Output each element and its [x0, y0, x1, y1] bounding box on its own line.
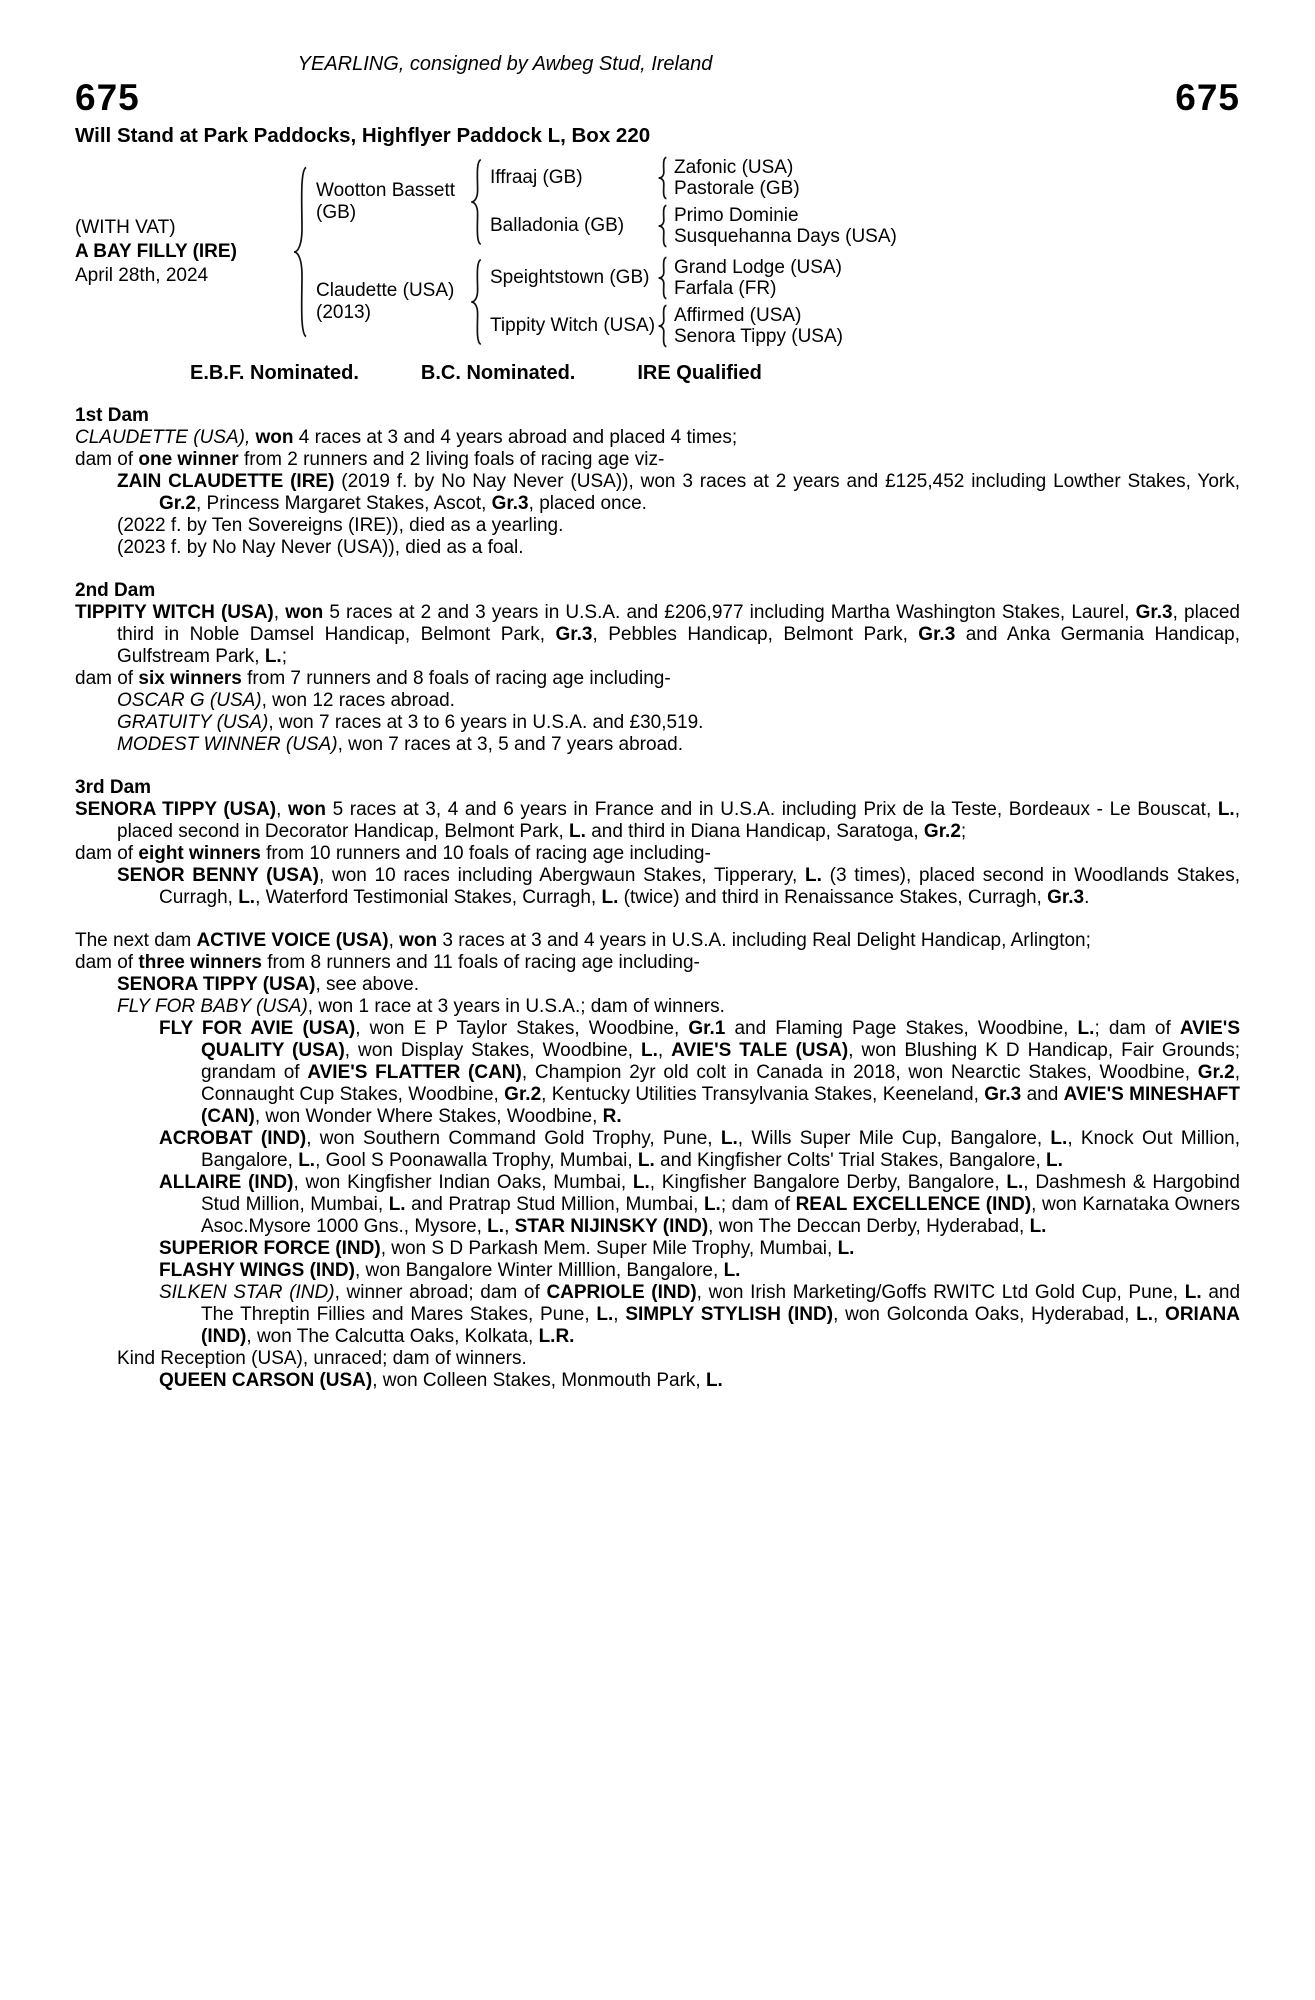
text-segment: three winners — [138, 952, 262, 973]
text-segment: , won 12 races abroad. — [261, 690, 455, 711]
text-segment: L. — [632, 1172, 650, 1193]
text-segment: TIPPITY WITCH (USA) — [75, 602, 274, 623]
text-segment: OSCAR G (USA) — [117, 690, 262, 711]
text-segment: SENORA TIPPY (USA) — [75, 799, 277, 820]
granddam-name: Balladonia (GB) — [490, 215, 625, 236]
text-segment: , placed second in Decorator Handicap, Belmont Park, — [117, 799, 1240, 842]
nominations-row — [75, 362, 1240, 384]
text-segment: , placed once. — [528, 493, 647, 514]
text-segment: , winner abroad; dam of — [334, 1282, 547, 1303]
grandsire-name: Speightstown (GB) — [490, 267, 650, 288]
great-grandparents — [674, 305, 912, 347]
text-segment: ; — [281, 646, 287, 667]
dam-branch — [310, 256, 912, 348]
text-segment: , — [276, 799, 289, 820]
granddam-branch — [484, 204, 912, 248]
pedigree-brace-icon — [656, 204, 669, 248]
text-segment: Gr.3 — [1135, 602, 1173, 623]
great-grandparents — [674, 205, 912, 247]
catalogue-paragraph — [75, 1172, 1240, 1238]
text-segment: 4 races at 3 and 4 years abroad and placed 4 times; — [293, 427, 738, 448]
lot-number-left: 675 — [75, 77, 140, 118]
grandsire-branch — [484, 156, 912, 200]
text-segment: Gr.2 — [1197, 1062, 1235, 1083]
text-segment: L. — [1184, 1282, 1202, 1303]
catalogue-paragraph — [75, 427, 1240, 449]
stand-location-line: Will Stand at Park Paddocks, Highflyer Paddock L, Box 220 — [75, 124, 651, 147]
text-segment: R. — [602, 1106, 622, 1127]
catalogue-paragraph — [75, 712, 1240, 734]
text-segment: ; — [960, 821, 967, 842]
text-segment: and Flaming Page Stakes, Woodbine, — [725, 1018, 1078, 1039]
text-segment: L. — [487, 1216, 505, 1237]
text-segment: ALLAIRE (IND) — [159, 1172, 294, 1193]
catalogue-paragraph — [75, 690, 1240, 712]
pedigree-brace-icon — [656, 156, 669, 200]
text-segment: , Wills Super Mile Cup, Bangalore, — [737, 1128, 1051, 1149]
text-segment: L. — [1046, 1150, 1063, 1171]
text-segment: , won S D Parkash Mem. Super Mile Trophy, Mumbai, — [380, 1238, 838, 1259]
text-segment: MODEST WINNER (USA) — [117, 734, 338, 755]
text-segment: L. — [238, 887, 256, 908]
text-segment: (2023 f. by No Nay Never (USA)), died as a foal. — [117, 537, 524, 558]
text-segment: AVIE'S TALE (USA) — [671, 1040, 849, 1061]
text-segment: dam of — [75, 843, 139, 864]
text-segment: , won The Deccan Derby, Hyderabad, — [708, 1216, 1030, 1237]
pedigree-table — [75, 156, 1240, 348]
great-grandparents — [674, 157, 912, 199]
text-segment: , won Blushing K D Handicap, Fair Grounds; grandam of — [201, 1040, 1240, 1083]
text-segment: from 2 runners and 2 living foals of racing age viz- — [238, 449, 665, 470]
lot-number-row — [75, 78, 1240, 118]
text-segment: from 7 runners and 8 foals of racing age including- — [241, 668, 671, 689]
text-segment: SENORA TIPPY (USA) — [117, 974, 316, 995]
great-grandsire-name: Affirmed (USA) — [674, 305, 802, 326]
text-segment: , — [657, 1040, 672, 1061]
text-segment: FLY FOR BABY (USA) — [117, 996, 308, 1017]
pedigree-brace-icon — [468, 157, 484, 247]
text-segment: (twice) and third in Renaissance Stakes, Curragh, — [618, 887, 1048, 908]
catalogue-paragraph — [75, 865, 1240, 909]
pedigree-text-section — [75, 777, 1240, 909]
text-segment: and third in Diana Handicap, Saratoga, — [585, 821, 924, 842]
text-segment: , won Karnataka Owners Asoc.Mysore 1000 Gns., Mysore, — [201, 1194, 1241, 1237]
text-segment: AVIE'S MINESHAFT (CAN) — [201, 1084, 1240, 1127]
text-segment: , — [388, 930, 400, 951]
text-segment: (3 times), placed second in Woodlands Stakes, Curragh, — [159, 865, 1241, 908]
text-segment: , — [613, 1304, 626, 1325]
text-segment: , — [504, 1216, 515, 1237]
text-segment: L. — [1136, 1304, 1154, 1325]
text-segment: L. — [298, 1150, 316, 1171]
catalogue-paragraph — [75, 799, 1240, 843]
text-segment: L. — [837, 1238, 855, 1259]
text-segment: ; dam of — [720, 1194, 796, 1215]
granddam-branch — [484, 304, 912, 348]
text-segment: , Pebbles Handicap, Belmont Park, — [592, 624, 919, 645]
text-segment: and Kingfisher Colts' Trial Stakes, Bangalore, — [654, 1150, 1046, 1171]
catalogue-paragraph — [75, 668, 1240, 690]
text-segment: , won The Calcutta Oaks, Kolkata, — [246, 1326, 539, 1347]
text-segment: 3 races at 3 and 4 years in U.S.A. including Real Delight Handicap, Arlington; — [437, 930, 1091, 951]
text-segment: , Kingfisher Bangalore Derby, Bangalore, — [649, 1172, 1007, 1193]
text-segment: from 8 runners and 11 foals of racing age including- — [261, 952, 700, 973]
text-segment: FLASHY WINGS (IND) — [159, 1260, 355, 1281]
text-segment: SIMPLY STYLISH (IND) — [625, 1304, 834, 1325]
text-segment: , won 7 races at 3 to 6 years in U.S.A. and £30,519. — [268, 712, 704, 733]
text-segment: , won Southern Command Gold Trophy, Pune, — [306, 1128, 721, 1149]
text-segment: , Waterford Testimonial Stakes, Curragh, — [255, 887, 602, 908]
text-segment: , Dashmesh & Hargobind Stud Million, Mumbai, — [201, 1172, 1240, 1215]
text-segment: , won Kingfisher Indian Oaks, Mumbai, — [293, 1172, 633, 1193]
text-segment: L. — [1217, 799, 1235, 820]
text-segment: 5 races at 3, 4 and 6 years in France and in U.S.A. including Prix de la Teste, Bordeaux - Le Bouscat, — [326, 799, 1218, 820]
catalogue-paragraph — [75, 1238, 1240, 1260]
text-segment: , — [1153, 1304, 1166, 1325]
catalogue-paragraph — [75, 1348, 1240, 1370]
text-segment: , won Irish Marketing/Goffs RWITC Ltd Gold Cup, Pune, — [696, 1282, 1185, 1303]
text-segment: AVIE'S QUALITY (USA) — [201, 1018, 1240, 1061]
catalogue-sections — [75, 405, 1240, 1392]
text-segment: (2019 f. by No Nay Never (USA)), won 3 races at 2 years and £125,452 including Lowther Stakes, York, — [334, 471, 1240, 492]
text-segment: , Knock Out Million, Bangalore, — [201, 1128, 1240, 1171]
great-grandsire-name: Zafonic (USA) — [674, 157, 794, 178]
text-segment: one winner — [138, 449, 239, 470]
pedigree-text-section — [75, 930, 1240, 1392]
text-segment: . — [1084, 887, 1090, 908]
catalogue-paragraph — [75, 1260, 1240, 1282]
text-segment: and — [1021, 1084, 1064, 1105]
text-segment: Gr.3 — [555, 624, 593, 645]
catalogue-paragraph — [75, 515, 1240, 537]
catalogue-paragraph — [75, 1370, 1240, 1392]
catalogue-paragraph — [75, 930, 1240, 952]
ebf-nominated-label: E.B.F. Nominated. — [190, 362, 359, 384]
sire-branch — [310, 156, 912, 248]
text-segment: and Pratrap Stud Million, Mumbai, — [405, 1194, 704, 1215]
text-segment: SENOR BENNY (USA) — [117, 865, 319, 886]
catalogue-paragraph — [75, 843, 1240, 865]
text-segment: Gr.3 — [491, 493, 529, 514]
section-heading: 3rd Dam — [75, 777, 152, 798]
sire-name: Wootton Bassett (GB) — [316, 180, 456, 223]
text-segment: , won 10 races including Abergwaun Stakes, Tipperary, — [318, 865, 806, 886]
catalogue-paragraph — [75, 996, 1240, 1018]
text-segment: Gr.2 — [504, 1084, 542, 1105]
text-segment: L. — [705, 1370, 723, 1391]
text-segment: L. — [1077, 1018, 1095, 1039]
text-segment: L. — [596, 1304, 614, 1325]
text-segment: L. — [569, 821, 586, 842]
text-segment: ORIANA (IND) — [201, 1304, 1240, 1347]
great-grandparents — [674, 257, 912, 299]
text-segment: won — [285, 602, 324, 623]
catalogue-paragraph — [75, 471, 1240, 515]
text-segment: , won Golconda Oaks, Hyderabad, — [833, 1304, 1137, 1325]
text-segment: , won Colleen Stakes, Monmouth Park, — [372, 1370, 706, 1391]
text-segment: , Kentucky Utilities Transylvania Stakes, Keeneland, — [541, 1084, 985, 1105]
text-segment: Gr.3 — [918, 624, 956, 645]
foal-date: April 28th, 2024 — [75, 265, 209, 286]
text-segment: L. — [637, 1150, 655, 1171]
text-segment: SUPERIOR FORCE (IND) — [159, 1238, 381, 1259]
great-grandsire-name: Grand Lodge (USA) — [674, 257, 842, 278]
text-segment: , Champion 2yr old colt in Canada in 2018, won Nearctic Stakes, Woodbine, — [521, 1062, 1198, 1083]
text-segment: L. — [264, 646, 282, 667]
great-granddam-name: Susquehanna Days (USA) — [674, 226, 897, 247]
catalogue-paragraph — [75, 734, 1240, 756]
text-segment: (2022 f. by Ten Sovereigns (IRE)), died as a yearling. — [117, 515, 564, 536]
text-segment: dam of — [75, 668, 139, 689]
pedigree-text-section — [75, 580, 1240, 756]
great-granddam-name: Senora Tippy (USA) — [674, 326, 843, 347]
text-segment: ; dam of — [1094, 1018, 1180, 1039]
text-segment: , won 7 races at 3, 5 and 7 years abroad. — [337, 734, 683, 755]
text-segment: L. — [720, 1128, 738, 1149]
pedigree-brace-icon — [468, 257, 484, 347]
catalogue-paragraph — [75, 974, 1240, 996]
catalogue-paragraph — [75, 1018, 1240, 1128]
text-segment: L. — [703, 1194, 721, 1215]
pedigree-brace-icon — [656, 304, 669, 348]
catalogue-paragraph — [75, 537, 1240, 559]
text-segment: Gr.2 — [923, 821, 961, 842]
great-grandsire-name: Primo Dominie — [674, 205, 799, 226]
text-segment: ZAIN CLAUDETTE (IRE) — [117, 471, 335, 492]
text-segment: won — [255, 427, 294, 448]
text-segment: , see above. — [315, 974, 420, 995]
text-segment: FLY FOR AVIE (USA) — [159, 1018, 356, 1039]
text-segment: , placed third in Noble Damsel Handicap, Belmont Park, — [117, 602, 1240, 645]
text-segment: , won Bangalore Winter Milllion, Bangalore, — [354, 1260, 724, 1281]
catalogue-paragraph — [75, 952, 1240, 974]
text-segment: L. — [388, 1194, 406, 1215]
text-segment: Kind Reception (USA), unraced; dam of winners. — [117, 1348, 527, 1369]
text-segment: eight winners — [138, 843, 261, 864]
great-granddam-name: Pastorale (GB) — [674, 178, 800, 199]
section-heading: 1st Dam — [75, 405, 149, 426]
text-segment: SILKEN STAR (IND) — [159, 1282, 335, 1303]
text-segment: L. — [1006, 1172, 1024, 1193]
catalogue-paragraph — [75, 449, 1240, 471]
text-segment: , Connaught Cup Stakes, Woodbine, — [201, 1062, 1240, 1105]
bc-nominated-label: B.C. Nominated. — [420, 362, 576, 384]
text-segment: , won Wonder Where Stakes, Woodbine, — [254, 1106, 603, 1127]
text-segment: Gr.3 — [1047, 887, 1085, 908]
text-segment: , won E P Taylor Stakes, Woodbine, — [355, 1018, 689, 1039]
text-segment: six winners — [138, 668, 242, 689]
text-segment: L. — [1050, 1128, 1068, 1149]
text-segment: , Princess Margaret Stakes, Ascot, — [195, 493, 492, 514]
consignor-line: YEARLING, consigned by Awbeg Stud, Ireland — [297, 53, 713, 75]
text-segment: dam of — [75, 952, 139, 973]
text-segment: L. — [601, 887, 619, 908]
text-segment: won — [399, 930, 438, 951]
lot-number-right: 675 — [1175, 77, 1240, 118]
text-segment: L. — [641, 1040, 658, 1061]
ire-qualified-label: IRE Qualified — [637, 362, 762, 384]
text-segment: Gr.3 — [984, 1084, 1022, 1105]
catalogue-paragraph — [75, 1282, 1240, 1348]
text-segment: Gr.1 — [688, 1018, 726, 1039]
grandsire-branch — [484, 256, 912, 300]
text-segment: ACROBAT (IND) — [159, 1128, 307, 1149]
filly-info — [75, 216, 290, 288]
text-segment: dam of — [75, 449, 139, 470]
pedigree-text-section — [75, 405, 1240, 559]
text-segment: L. — [805, 865, 822, 886]
text-segment: L. — [1029, 1216, 1047, 1237]
text-segment: , won 1 race at 3 years in U.S.A.; dam of winners. — [307, 996, 725, 1017]
text-segment: CLAUDETTE (USA), — [75, 427, 256, 448]
text-segment: L. — [723, 1260, 741, 1281]
text-segment: GRATUITY (USA) — [117, 712, 269, 733]
text-segment: and The Threptin Fillies and Mares Stakes, Pune, — [201, 1282, 1241, 1325]
text-segment: 5 races at 2 and 3 years in U.S.A. and £206,977 including Martha Washington Stakes, Laurel, — [323, 602, 1136, 623]
text-segment: L.R. — [538, 1326, 575, 1347]
vat-note: (WITH VAT) — [75, 217, 176, 238]
text-segment: , — [273, 602, 286, 623]
text-segment: ACTIVE VOICE (USA) — [196, 930, 389, 951]
text-segment: won — [288, 799, 327, 820]
text-segment: QUEEN CARSON (USA) — [159, 1370, 373, 1391]
text-segment: The next dam — [75, 930, 197, 951]
text-segment: REAL EXCELLENCE (IND) — [795, 1194, 1032, 1215]
catalogue-paragraph — [75, 1128, 1240, 1172]
text-segment: , won Display Stakes, Woodbine, — [344, 1040, 642, 1061]
filly-name: A BAY FILLY (IRE) — [75, 241, 237, 262]
great-granddam-name: Farfala (FR) — [674, 278, 777, 299]
sire-grandparents — [484, 156, 912, 248]
text-segment: Gr.2 — [159, 493, 196, 514]
dam-grandparents — [484, 256, 912, 348]
text-segment: AVIE'S FLATTER (CAN) — [307, 1062, 522, 1083]
catalogue-paragraph — [75, 602, 1240, 668]
granddam-name: Tippity Witch (USA) — [490, 315, 656, 336]
text-segment: CAPRIOLE (IND) — [546, 1282, 697, 1303]
dam-name: Claudette (USA) (2013) — [316, 280, 455, 323]
pedigree-brace-icon — [290, 162, 310, 342]
text-segment: STAR NIJINSKY (IND) — [514, 1216, 709, 1237]
grandsire-name: Iffraaj (GB) — [490, 167, 583, 188]
text-segment: from 10 runners and 10 foals of racing age including- — [260, 843, 711, 864]
pedigree-brace-icon — [656, 256, 669, 300]
parents-column — [310, 156, 912, 348]
text-segment: , Gool S Poonawalla Trophy, Mumbai, — [315, 1150, 638, 1171]
text-segment: and Anka Germania Handicap, Gulfstream Park, — [117, 624, 1241, 667]
section-heading: 2nd Dam — [75, 580, 156, 601]
